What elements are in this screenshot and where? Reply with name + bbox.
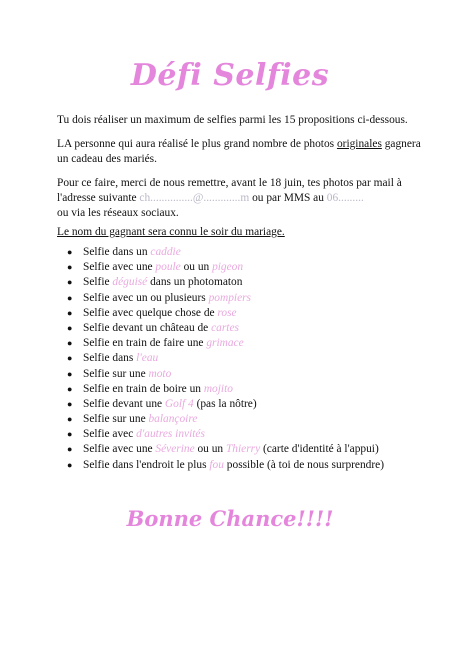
item-text: Selfie avec un ou plusieurs — [83, 291, 209, 304]
send-line-3: ou via les réseaux sociaux. — [57, 207, 179, 219]
item-text: (pas la nôtre) — [193, 397, 257, 410]
list-item — [57, 306, 417, 321]
item-highlight: cartes — [211, 321, 239, 334]
bullet-icon: ● — [67, 353, 73, 364]
item-highlight: Golf 4 — [164, 397, 194, 410]
send-line-2 — [57, 191, 422, 206]
send-instructions-paragraph — [57, 176, 422, 221]
item-text: ou un — [180, 261, 213, 274]
item-text: Selfie devant une — [83, 397, 165, 410]
item-text: ou un — [194, 443, 226, 456]
item-highlight: poule — [155, 261, 181, 274]
bullet-icon: ● — [67, 277, 73, 288]
item-text: (carte d'identité à l'appui) — [260, 443, 379, 456]
selfie-challenge-list — [57, 245, 417, 473]
list-item — [57, 427, 417, 442]
item-highlight: caddie — [150, 246, 181, 258]
winner-text-underlined: originales — [336, 138, 382, 150]
bullet-icon: ● — [67, 247, 73, 257]
winner-announcement: Le nom du gagnant sera connu le soir du mariage. — [57, 226, 285, 238]
item-highlight: fou — [209, 458, 224, 471]
winner-paragraph — [57, 137, 422, 167]
list-item — [57, 442, 417, 457]
bullet-icon: ● — [67, 459, 73, 470]
bullet-icon: ● — [67, 322, 73, 333]
list-item — [57, 458, 417, 473]
item-highlight: Séverine — [155, 443, 195, 456]
item-text: Selfie dans un — [83, 246, 151, 258]
item-text: Selfie dans — [83, 352, 137, 365]
bullet-icon: ● — [67, 398, 73, 409]
list-item — [57, 412, 417, 427]
item-highlight: Thierry — [225, 443, 261, 456]
bullet-icon: ● — [67, 307, 73, 318]
item-text: possible (à toi de nous surprendre) — [223, 458, 385, 471]
list-item — [57, 336, 417, 351]
item-highlight: grimace — [206, 337, 244, 350]
send-line-1: Pour ce faire, merci de nous remettre, avant le 18 juin, tes photos par mail à — [57, 177, 402, 189]
list-item — [57, 291, 417, 306]
list-item — [57, 245, 417, 260]
redacted-email: ch...............@.............m — [139, 192, 250, 204]
list-item — [57, 260, 417, 275]
bullet-icon: ● — [67, 262, 73, 273]
item-text: dans un photomaton — [147, 276, 243, 289]
item-text: Selfie dans l'endroit le plus — [83, 458, 210, 471]
item-text: Selfie en train de faire une — [83, 337, 207, 350]
item-text: Selfie devant un château de — [83, 321, 212, 334]
item-highlight: l'eau — [136, 352, 159, 365]
list-item — [57, 351, 417, 366]
bullet-icon: ● — [67, 338, 73, 349]
bullet-icon: ● — [67, 292, 73, 303]
winner-text-before: LA personne qui aura réalisé le plus grand nombre de photos — [57, 138, 337, 150]
item-highlight: mojito — [203, 382, 233, 395]
closing-message: Bonne Chance!!!! — [126, 506, 334, 531]
item-text: Selfie avec une — [83, 261, 156, 274]
item-highlight: rose — [217, 306, 237, 319]
list-item — [57, 397, 417, 412]
bullet-icon: ● — [67, 429, 73, 440]
item-text: Selfie avec — [83, 428, 137, 441]
list-item — [57, 275, 417, 290]
list-item — [57, 382, 417, 397]
item-highlight: moto — [148, 367, 172, 380]
bullet-icon: ● — [67, 368, 73, 379]
redacted-phone: 06......... — [326, 192, 364, 204]
send-line-2-middle: ou par MMS au — [249, 192, 327, 204]
item-text: Selfie sur une — [83, 367, 149, 380]
item-text: Selfie avec une — [83, 443, 156, 456]
list-item — [57, 321, 417, 336]
send-line-2-start: l'adresse suivante — [57, 192, 140, 204]
item-text: Selfie avec quelque chose de — [83, 306, 218, 319]
bullet-icon: ● — [67, 414, 73, 425]
item-highlight: pompiers — [208, 291, 251, 304]
item-text: Selfie — [83, 276, 113, 289]
bullet-icon: ● — [67, 383, 73, 394]
item-text: Selfie en train de boire un — [83, 382, 204, 395]
page-title: Défi Selfies — [130, 58, 330, 93]
intro-paragraph: Tu dois réaliser un maximum de selfies parmi les 15 propositions ci-dessous. — [57, 114, 408, 126]
item-highlight: pigeon — [212, 261, 244, 274]
winner-text-after: gagnera un cadeau des mariés. — [57, 138, 421, 165]
item-highlight: d'autres invités — [136, 428, 205, 441]
item-text: Selfie sur une — [83, 413, 149, 426]
list-item — [57, 367, 417, 382]
bullet-icon: ● — [67, 444, 73, 455]
item-highlight: balançoire — [148, 413, 198, 426]
item-highlight: déguisé — [112, 276, 148, 289]
